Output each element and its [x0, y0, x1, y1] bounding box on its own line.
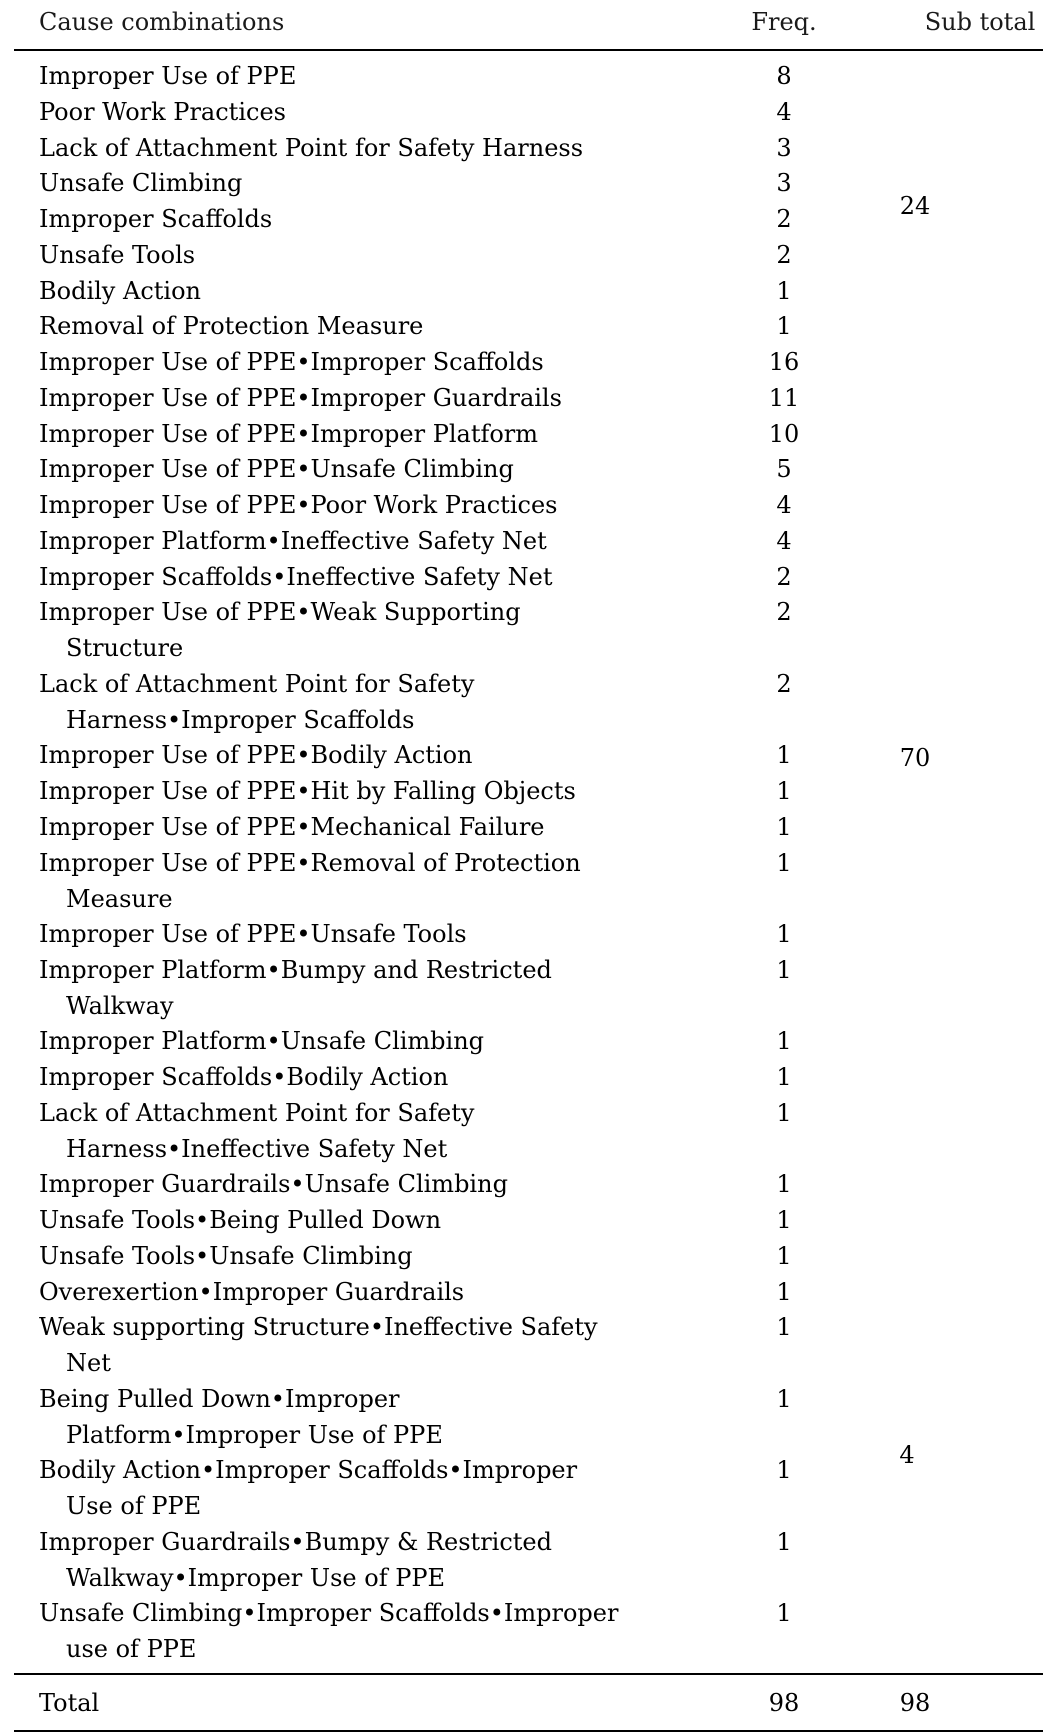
- table-row-cause: [39, 809, 545, 845]
- table-row-freq: 1: [776, 1456, 792, 1485]
- cause-text: Improper Platform•Unsafe Climbing: [39, 1027, 485, 1056]
- cause-text: Improper Use of PPE•Mechanical Failure: [39, 812, 545, 841]
- cause-text-continued: use of PPE: [66, 1635, 197, 1664]
- table-row-freq: 4: [776, 97, 792, 126]
- cause-text: Unsafe Tools•Being Pulled Down: [39, 1206, 442, 1234]
- table-row-freq: 2: [776, 240, 792, 269]
- table-row-cause: [39, 916, 467, 952]
- table-row-cause: [39, 773, 576, 809]
- cause-text: Bodily Action•Improper Scaffolds•Improper: [39, 1456, 578, 1485]
- cause-text: Improper Guardrails•Bumpy & Restricted: [39, 1527, 552, 1556]
- table-row-cause: [39, 201, 272, 237]
- table-row-freq: 1: [776, 1027, 792, 1056]
- table-row-freq: 1: [776, 777, 792, 805]
- table-row-cause: [39, 1166, 508, 1202]
- table-row-cause: [39, 1023, 484, 1059]
- cause-text: Improper Platform•Ineffective Safety Net: [39, 526, 547, 555]
- table-row-cause: [39, 1381, 443, 1453]
- cause-text: Overexertion•Improper Guardrails: [39, 1277, 465, 1306]
- table-row-freq: 2: [776, 669, 792, 698]
- total-subtotal: 98: [899, 1689, 931, 1717]
- cause-text-continued: Harness•Ineffective Safety Net: [66, 1134, 448, 1163]
- table-row-cause: [39, 1595, 618, 1667]
- table-row-freq: 1: [776, 1098, 792, 1127]
- cause-text-continued: Walkway•Improper Use of PPE: [66, 1563, 446, 1592]
- cause-text: Improper Scaffolds•Ineffective Safety Net: [39, 562, 553, 591]
- cause-text: Improper Use of PPE•Unsafe Climbing: [39, 455, 514, 484]
- table-row-freq: 1: [776, 1599, 792, 1628]
- table-row-cause: [39, 130, 583, 166]
- subtotal-two-cause-combinations: 70: [899, 744, 931, 772]
- table-row-freq: 1: [776, 741, 792, 770]
- table-row-cause: [39, 1059, 448, 1095]
- table-row-cause: [39, 1274, 464, 1310]
- cause-text: Poor Work Practices: [39, 97, 286, 126]
- table-row-cause: [39, 1452, 577, 1524]
- subtotal-three-cause-combinations: 4: [899, 1441, 915, 1469]
- table-row-cause: [39, 487, 557, 523]
- subtotal-single-causes: 24: [899, 192, 931, 220]
- cause-text-continued: Platform•Improper Use of PPE: [66, 1420, 443, 1449]
- table-row-freq: 1: [776, 276, 792, 305]
- table-row-cause: [39, 451, 514, 487]
- cause-text: Improper Use of PPE: [39, 62, 297, 90]
- table-row-freq: 10: [768, 419, 800, 448]
- header-rule: [14, 49, 1043, 51]
- cause-text: Removal of Protection Measure: [39, 312, 424, 341]
- table-row-freq: 1: [776, 955, 792, 984]
- table-row-freq: 2: [776, 598, 792, 627]
- cause-text: Improper Use of PPE•Improper Scaffolds: [39, 348, 544, 376]
- table-row-freq: 1: [776, 1206, 792, 1234]
- cause-text: Improper Use of PPE•Weak Supporting: [39, 598, 521, 627]
- table-row-cause: [39, 594, 521, 666]
- cause-text: Improper Scaffolds•Bodily Action: [39, 1063, 449, 1091]
- table-row-cause: [39, 1238, 413, 1274]
- table-row-cause: [39, 165, 242, 201]
- table-row-cause: [39, 1095, 474, 1167]
- cause-text: Lack of Attachment Point for Safety: [39, 669, 475, 698]
- cause-text: Improper Use of PPE•Poor Work Practices: [39, 491, 558, 519]
- table-row-cause: [39, 58, 296, 94]
- table-row-freq: 1: [776, 1384, 792, 1413]
- cause-text: Bodily Action: [39, 276, 201, 305]
- cause-text: Weak supporting Structure•Ineffective Safety: [39, 1313, 598, 1342]
- cause-text: Improper Scaffolds: [39, 205, 273, 233]
- table-row-freq: 3: [776, 169, 792, 198]
- table-row-cause: [39, 952, 552, 1024]
- table-row-cause: [39, 737, 473, 773]
- cause-text: Improper Platform•Bumpy and Restricted: [39, 955, 552, 984]
- table-row-cause: [39, 1524, 552, 1596]
- table-row-cause: [39, 666, 474, 738]
- cause-text: Improper Use of PPE•Unsafe Tools: [39, 920, 467, 948]
- table-row-cause: [39, 523, 547, 559]
- table-row-cause: [39, 1309, 598, 1381]
- table-row-freq: 1: [776, 1313, 792, 1342]
- cause-text: Unsafe Tools•Unsafe Climbing: [39, 1241, 413, 1270]
- cause-text: Improper Use of PPE•Improper Guardrails: [39, 383, 562, 412]
- header-freq: Freq.: [751, 8, 817, 36]
- cause-text: Being Pulled Down•Improper: [39, 1384, 400, 1413]
- cause-text: Improper Use of PPE•Improper Platform: [39, 419, 539, 448]
- table-row-cause: [39, 344, 544, 380]
- table-row-freq: 1: [776, 1170, 792, 1199]
- cause-text-continued: Structure: [66, 634, 184, 663]
- cause-text-continued: Measure: [66, 884, 173, 913]
- table-row-freq: 1: [776, 920, 792, 948]
- table-row-freq: 1: [776, 1277, 792, 1306]
- table-row-freq: 1: [776, 1241, 792, 1270]
- table-row-freq: 5: [776, 455, 792, 484]
- cause-text: Improper Use of PPE•Bodily Action: [39, 741, 473, 770]
- table-row-freq: 1: [776, 312, 792, 341]
- cause-text: Unsafe Climbing•Improper Scaffolds•Improper: [39, 1599, 619, 1628]
- table-row-cause: [39, 416, 538, 452]
- table-row-cause: [39, 380, 562, 416]
- total-freq: 98: [768, 1689, 800, 1717]
- bottom-rule: [14, 1730, 1043, 1732]
- table-row-freq: 1: [776, 1063, 792, 1091]
- cause-text: Unsafe Tools: [39, 240, 196, 269]
- cause-text: Lack of Attachment Point for Safety: [39, 1098, 475, 1127]
- cause-text: Unsafe Climbing: [39, 169, 243, 198]
- table-row-freq: 16: [768, 348, 800, 376]
- cause-text: Improper Guardrails•Unsafe Climbing: [39, 1170, 508, 1199]
- table-row-freq: 11: [768, 383, 800, 412]
- table-row-cause: [39, 845, 581, 917]
- total-rule: [14, 1673, 1043, 1675]
- header-subtotal: Sub total: [924, 8, 1036, 36]
- cause-text-continued: Use of PPE: [66, 1492, 202, 1521]
- table-row-freq: 3: [776, 133, 792, 162]
- total-label: Total: [39, 1689, 100, 1717]
- table-row-cause: [39, 308, 423, 344]
- table-row-freq: 1: [776, 1527, 792, 1556]
- cause-combinations-table: [14, 0, 1043, 1734]
- table-row-cause: [39, 559, 552, 595]
- table-row-cause: [39, 94, 286, 130]
- cause-text: Improper Use of PPE•Hit by Falling Objects: [39, 777, 576, 805]
- table-row-cause: [39, 273, 201, 309]
- table-row-freq: 1: [776, 848, 792, 877]
- cause-text-continued: Harness•Improper Scaffolds: [66, 705, 415, 734]
- header-cause: Cause combinations: [39, 8, 285, 36]
- table-row-freq: 8: [776, 62, 792, 90]
- table-row-cause: [39, 237, 195, 273]
- cause-text-continued: Net: [66, 1349, 111, 1378]
- table-row-freq: 2: [776, 205, 792, 233]
- table-row-freq: 1: [776, 812, 792, 841]
- cause-text-continued: Walkway: [66, 991, 174, 1020]
- table-row-freq: 4: [776, 491, 792, 519]
- cause-text: Improper Use of PPE•Removal of Protection: [39, 848, 581, 877]
- table-row-cause: [39, 1202, 441, 1238]
- table-row-freq: 2: [776, 562, 792, 591]
- cause-text: Lack of Attachment Point for Safety Harness: [39, 133, 584, 162]
- table-row-freq: 4: [776, 526, 792, 555]
